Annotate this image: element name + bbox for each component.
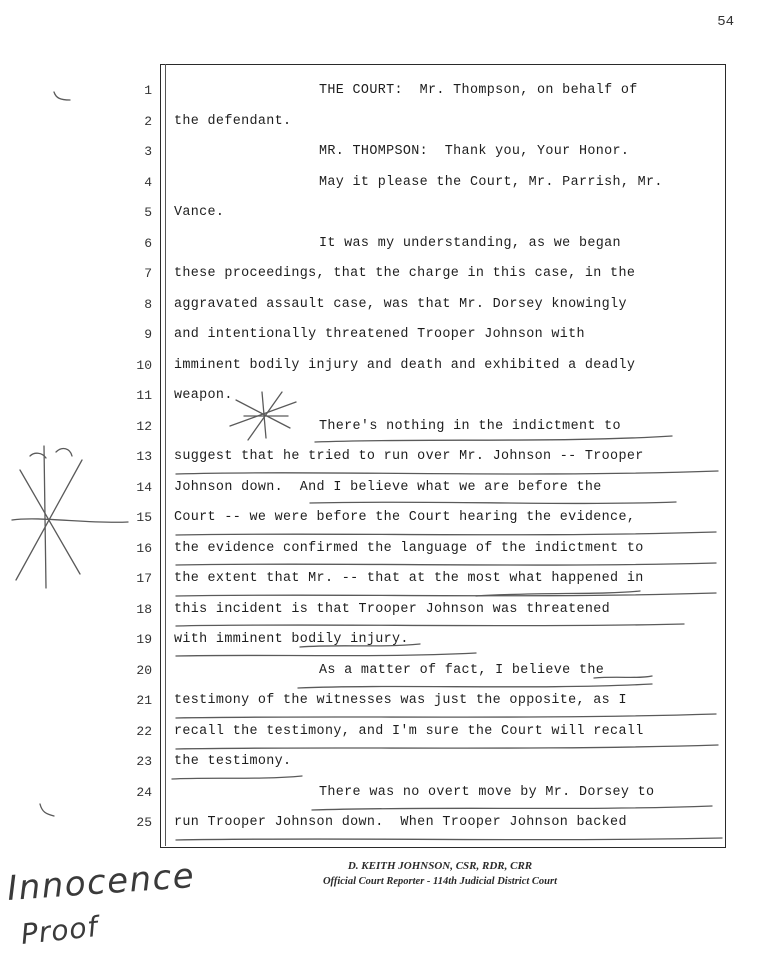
transcript-line: Vance. <box>174 205 225 220</box>
handwritten-note-line2: Proof <box>19 910 100 951</box>
line-number: 11 <box>136 388 152 403</box>
margin-asterisk-mark <box>12 446 128 588</box>
line-number: 18 <box>136 601 152 617</box>
line-number: 2 <box>144 113 152 129</box>
margin-tick-mark <box>40 804 54 816</box>
transcript-line: There's nothing in the indictment to <box>319 418 621 434</box>
transcript-line: imminent bodily injury and death and exhibited a deadly <box>174 357 636 373</box>
transcript-line: the defendant. <box>174 113 292 129</box>
transcript-line: run Trooper Johnson down. When Trooper Johnson backed <box>174 815 627 830</box>
transcript-line: recall the testimony, and I'm sure the Court will recall <box>174 723 644 739</box>
margin-rule <box>165 64 166 846</box>
handwritten-note-line1: Innocence <box>5 855 197 909</box>
reporter-title: Official Court Reporter - 114th Judicial District Court <box>322 876 558 887</box>
transcript-line: testimony of the witnesses was just the opposite, as I <box>174 693 627 708</box>
transcript-line: this incident is that Trooper Johnson was threatened <box>174 601 611 617</box>
line-number: 15 <box>136 510 152 525</box>
transcript-line: There was no overt move by Mr. Dorsey to <box>319 784 655 800</box>
line-number: 13 <box>136 449 152 464</box>
margin-tick-mark <box>54 92 70 100</box>
page-number: 54 <box>717 14 734 30</box>
transcript-line: Johnson down. And I believe what we are before the <box>174 479 602 495</box>
transcript-line: suggest that he tried to run over Mr. Johnson -- Trooper <box>174 449 644 464</box>
transcript-line: with imminent bodily injury. <box>174 632 409 647</box>
line-number: 12 <box>136 418 152 434</box>
transcript-line: As a matter of fact, I believe the <box>319 662 605 678</box>
line-number: 6 <box>144 235 152 251</box>
transcript-line: these proceedings, that the charge in this case, in the <box>174 266 636 281</box>
line-number: 16 <box>136 540 152 556</box>
line-number: 21 <box>136 693 152 708</box>
line-number: 7 <box>144 266 152 281</box>
transcript-line: the extent that Mr. -- that at the most what happened in <box>174 571 644 586</box>
line-number: 5 <box>144 205 152 220</box>
line-number: 25 <box>136 815 152 830</box>
line-number: 19 <box>136 632 152 647</box>
line-number: 9 <box>144 327 152 342</box>
line-number: 10 <box>136 357 152 373</box>
transcript-line: the testimony. <box>174 754 292 769</box>
transcript-line: and intentionally threatened Trooper Johnson with <box>174 327 585 342</box>
transcript-line: weapon. <box>174 388 233 403</box>
line-number: 4 <box>144 174 152 190</box>
transcript-line: THE COURT: Mr. Thompson, on behalf of <box>319 83 638 98</box>
line-number: 14 <box>136 479 152 495</box>
line-number: 23 <box>136 754 152 769</box>
transcript-line: the evidence confirmed the language of the indictment to <box>174 540 644 556</box>
transcript-line: Court -- we were before the Court hearing the evidence, <box>174 510 636 525</box>
line-number: 24 <box>136 784 152 800</box>
line-number: 22 <box>136 723 152 739</box>
line-number: 3 <box>144 144 152 159</box>
reporter-name: D. KEITH JOHNSON, CSR, RDR, CRR <box>347 860 533 872</box>
line-number: 17 <box>136 571 152 586</box>
line-number: 8 <box>144 296 152 312</box>
line-number: 20 <box>136 662 152 678</box>
transcript-line: MR. THOMPSON: Thank you, Your Honor. <box>319 144 630 159</box>
transcript-line: May it please the Court, Mr. Parrish, Mr. <box>319 174 663 190</box>
transcript-line: aggravated assault case, was that Mr. Dorsey knowingly <box>174 296 627 312</box>
transcript-line: It was my understanding, as we began <box>319 235 621 251</box>
line-number: 1 <box>144 83 152 98</box>
